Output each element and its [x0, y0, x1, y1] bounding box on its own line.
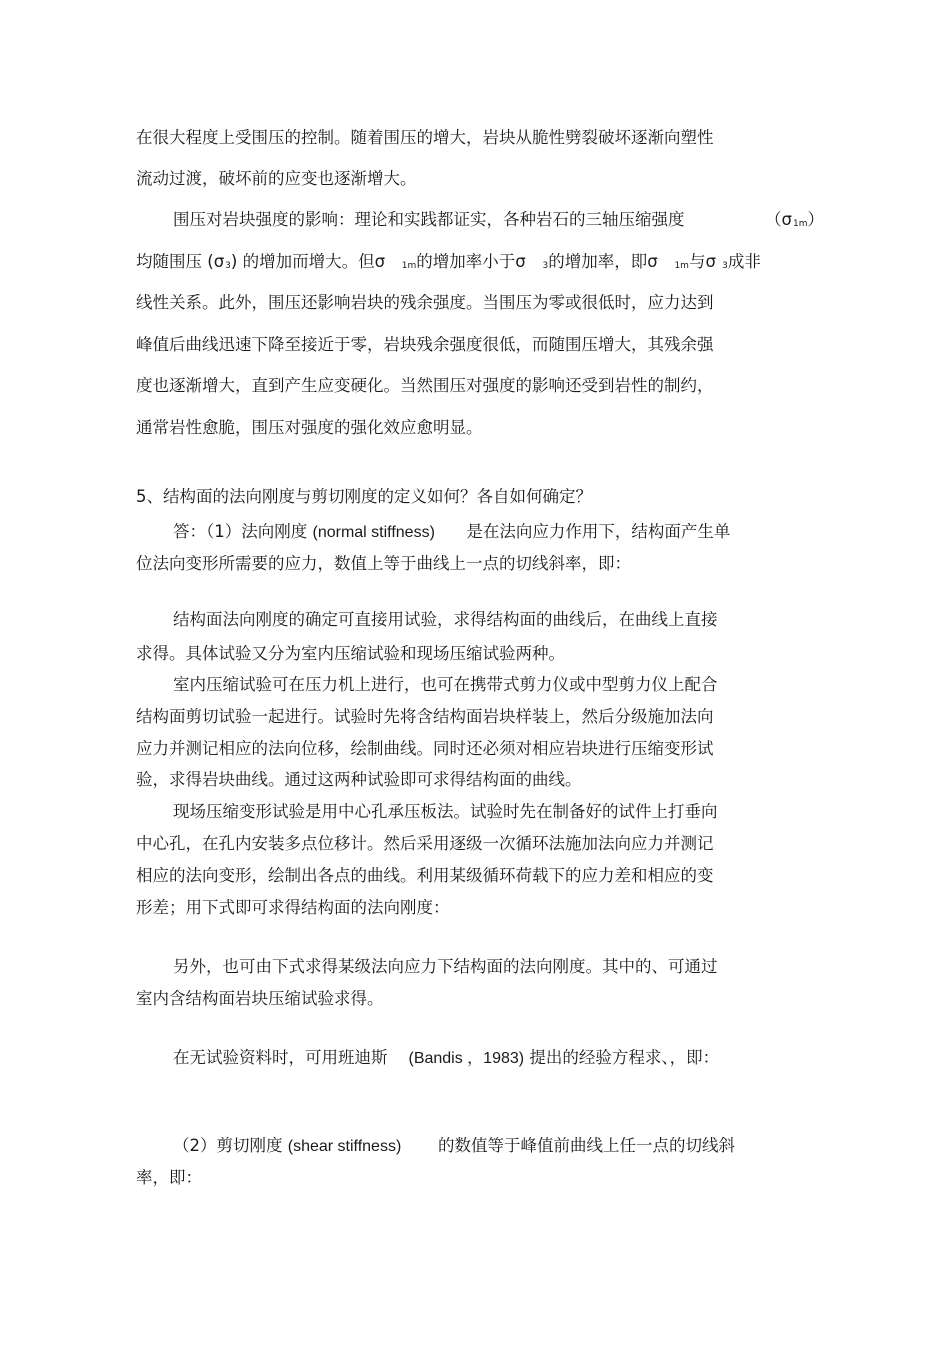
paragraph-line: 求得。具体试验又分为室内压缩试验和现场压缩试验两种。 — [136, 644, 565, 663]
text-segment: 答：（1）法向刚度 — [173, 522, 308, 541]
paragraph-line: 相应的法向变形，绘制出各点的曲线。利用某级循环荷载下的应力差和相应的变 — [136, 866, 714, 885]
paragraph-line: 另外，也可由下式求得某级法向应力下结构面的法向刚度。其中的、可通过 — [173, 957, 718, 976]
subscript: 1m — [674, 261, 689, 271]
paragraph-line: 形差；用下式即可求得结构面的法向刚度： — [136, 898, 450, 917]
text-segment: 提出的经验方程求、，即： — [529, 1048, 720, 1067]
paragraph-line: 峰值后曲线迅速下降至接近于零，岩块残余强度很低，而随围压增大，其残余强 — [136, 335, 714, 354]
paragraph-line: 应力并测记相应的法向位移，绘制曲线。同时还必须对相应岩块进行压缩变形试 — [136, 739, 714, 758]
subscript: 1m — [401, 261, 417, 271]
subscript: 3 — [542, 261, 549, 271]
text-segment: 与σ — [688, 252, 716, 271]
subscript: 3 — [722, 261, 728, 271]
english-term: (shear stiffness) — [287, 1138, 402, 1155]
text-segment: ) 的增加而增大。但σ — [230, 252, 386, 271]
text-segment: 均随围压 ( — [136, 252, 214, 271]
paragraph-line: 流动过渡，破坏前的应变也逐渐增大。 — [136, 169, 417, 188]
paragraph-line: 在很大程度上受围压的控制。随着围压的增大，岩块从脆性劈裂破坏逐渐向塑性 — [136, 128, 714, 147]
paragraph-line — [136, 251, 761, 277]
text-segment: （2）剪切刚度 — [173, 1136, 283, 1155]
sigma-symbol: σ — [213, 252, 225, 271]
text-segment: 成非 — [727, 252, 761, 271]
paragraph-line — [173, 1135, 735, 1158]
paragraph-line: 室内含结构面岩块压缩试验求得。 — [136, 989, 384, 1008]
subscript: 1m — [792, 219, 808, 229]
paragraph-line: 结构面法向刚度的确定可直接用试验，求得结构面的曲线后，在曲线上直接 — [173, 610, 718, 629]
paragraph-line: 围压对岩块强度的影响：理论和实践都证实，各种岩石的三轴压缩强度 — [173, 210, 685, 229]
paragraph-line: 验，求得岩块曲线。通过这两种试验即可求得结构面的曲线。 — [136, 770, 582, 789]
paragraph-line: 线性关系。此外，围压还影响岩块的残余强度。当围压为零或很低时，应力达到 — [136, 293, 714, 312]
paragraph-line — [173, 521, 730, 544]
paragraph-line: 度也逐渐增大，直到产生应变硬化。当然围压对强度的影响还受到岩性的制约， — [136, 376, 714, 395]
subscript: 3 — [225, 261, 231, 271]
citation: (Bandis ，1983) — [408, 1050, 525, 1067]
text-segment: 在无试验资料时，可用班迪斯 — [173, 1048, 388, 1067]
paragraph-line: 室内压缩试验可在压力机上进行，也可在携带式剪力仪或中型剪力仪上配合 — [173, 675, 718, 694]
paragraph-line-tail — [765, 209, 824, 235]
paragraph-line — [173, 1047, 719, 1070]
paragraph-line: 位法向变形所需要的应力，数值上等于曲线上一点的切线斜率，即： — [136, 554, 631, 573]
paren-close: ） — [807, 210, 824, 229]
paragraph-line: 率，即： — [136, 1168, 202, 1187]
sigma-open: （σ — [765, 210, 792, 229]
paragraph-line: 现场压缩变形试验是用中心孔承压板法。试验时先在制备好的试件上打垂向 — [173, 802, 718, 821]
text-segment: 的数值等于峰值前曲线上任一点的切线斜 — [438, 1136, 735, 1155]
text-segment: 的增加率小于σ — [416, 252, 526, 271]
english-term: (normal stiffness) — [312, 524, 435, 541]
paragraph-line: 通常岩性愈脆，围压对强度的强化效应愈明显。 — [136, 418, 483, 437]
paragraph-line: 中心孔，在孔内安装多点位移计。然后采用逐级一次循环法施加法向应力并测记 — [136, 834, 714, 853]
text-segment: 的增加率，即σ — [548, 252, 658, 271]
question-heading: 5、结构面的法向刚度与剪切刚度的定义如何？各自如何确定？ — [136, 487, 592, 506]
text-segment: 是在法向应力作用下，结构面产生单 — [466, 522, 731, 541]
paragraph-line: 结构面剪切试验一起进行。试验时先将含结构面岩块样装上，然后分级施加法向 — [136, 707, 714, 726]
